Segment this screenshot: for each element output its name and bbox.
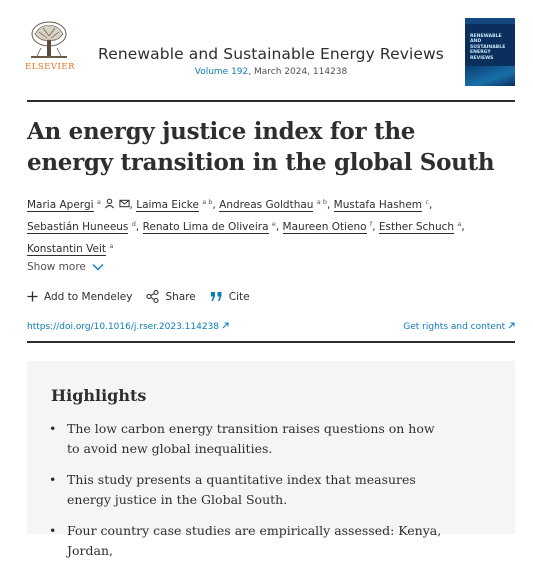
share-button[interactable] [146,290,195,303]
highlight-item [49,470,449,510]
highlight-text: This study presents a quantitative index that measures energy justice in the Global South. [67,472,416,507]
author-list: Maria Apergi $^a$ , Laima Eicke $^{a b}$, Andreas Goldthau $^{a b}$, Mustafa Hashem $^c$, Sebastián Huneeus $^d$, Renato Lima de Oliveira $^e$, Maureen Otieno $^f$, Esther Schuch $^a$, Konstantin Veit $^a$ [27,198,465,255]
highlight-item [49,521,449,561]
journal-meta [27,67,515,77]
add-to-mendeley-label: Add to Mendeley [44,290,133,303]
highlight-item [49,419,449,459]
author-affiliation[interactable]: a b [316,198,327,206]
author-affiliation[interactable]: a [457,220,462,228]
email-icon[interactable] [119,198,130,209]
rights-text: Get rights and content [403,322,506,332]
cite-button[interactable] [210,291,250,303]
doi-text: https://doi.org/10.1016/j.rser.2023.114238 [27,322,220,332]
quote-icon [210,291,223,302]
author-link[interactable]: Andreas Goldthau [219,199,314,211]
cover-graphic [465,66,515,86]
highlights-section [27,361,515,558]
cite-label: Cite [228,290,250,303]
highlight-text: The low carbon energy transition raises questions on how to avoid new global inequalities. [67,421,435,456]
add-to-mendeley-button[interactable] [27,291,132,303]
author-affiliation[interactable]: c [425,198,429,206]
author-affiliation[interactable]: a b [202,198,213,206]
links-divider [27,341,515,343]
author-link[interactable]: Mustafa Hashem [333,199,423,211]
journal-header [27,18,515,102]
bullet-icon: • [49,523,57,538]
external-link-icon [222,322,229,329]
bullet-icon: • [49,421,57,436]
person-icon[interactable] [104,198,115,209]
journal-title-link[interactable]: Renewable and Sustainable Energy Reviews [98,45,444,63]
bullet-icon: • [49,472,57,487]
header-divider [27,100,515,102]
share-icon [146,290,159,303]
highlights-list [49,419,449,572]
author-affiliation[interactable]: a [109,242,114,250]
article-actions [27,290,264,303]
get-rights-link[interactable] [403,322,515,332]
author-link[interactable]: Esther Schuch [378,221,455,233]
show-more-button[interactable] [27,261,104,273]
author-link[interactable]: Renato Lima de Oliveira [142,221,269,233]
plus-icon [27,291,38,302]
share-label: Share [165,290,196,303]
chevron-down-icon [92,263,104,271]
journal-cover-image[interactable] [465,18,515,86]
cover-title-text: RENEWABLE AND SUSTAINABLE ENERGY REVIEWS [470,34,506,61]
author-affiliation[interactable]: e [271,220,276,228]
author-link[interactable]: Maureen Otieno [282,221,367,233]
show-more-label: Show more [27,261,86,273]
doi-link[interactable] [27,322,229,332]
author-affiliation[interactable]: d [131,220,136,228]
article-title: An energy justice index for the energy transition in the global South [27,118,495,176]
links-row [27,320,515,342]
author-affiliation[interactable]: f [369,220,373,228]
volume-link[interactable]: Volume 192 [194,67,249,77]
author-link[interactable]: Maria Apergi [27,199,94,211]
cover-top-band [465,18,515,24]
author-affiliation[interactable]: a [96,198,101,206]
author-link[interactable]: Konstantin Veit [27,243,107,255]
external-link-icon [508,322,515,329]
author-link[interactable]: Laima Eicke [136,199,199,211]
highlights-title: Highlights [51,386,147,405]
author-link[interactable]: Sebastián Huneeus [27,221,129,233]
issue-info: , March 2024, 114238 [248,67,348,77]
elsevier-wordmark: ELSEVIER [25,62,75,72]
highlight-text: Four country case studies are empirically assessed: Kenya, Jordan, [67,523,442,558]
